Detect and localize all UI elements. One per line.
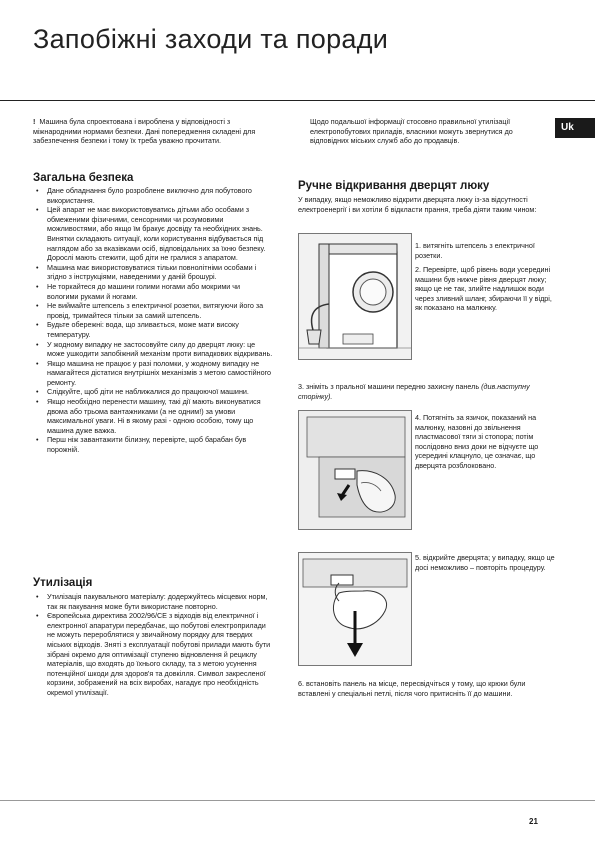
list-item: • Не виймайте штепсель з електричної розетки, витягуючи його за провід, тримайтеся тільки за самий штепсель. [33,301,273,320]
step-3 [298,382,556,401]
intro-paragraph [33,117,273,146]
list-item: • Утилізація пакувального матеріалу: додержуйтесь місцевих норм, так як пакування може бути використане повторно. [33,592,273,611]
disposal-heading: Утилізація [33,577,93,589]
list-item: • Перш ніж завантажити білизну, перевірте, щоб барабан був порожній. [33,435,273,454]
disposal-continued: Щодо подальшої інформації стосовно правильної утилізації електропобутових приладів, власники можуть звернутися до відповідних міських служб або до продавців. [310,117,513,146]
language-tab: Uk [555,118,595,138]
step-4: 4. Потягніть за язичок, показаний на малюнку, назовні до звільнення пластмасової тяги зі стопора; потім послідовно вниз доки не відчуєте що усередині клацнуло, це означає, що дверцята розблоковано. [415,413,539,470]
footer-divider [0,800,595,801]
step-5: 5. відкрийте дверцята; у випадку, якщо це досі неможливо – повторіть процедуру. [415,553,555,572]
step-1: 1. витягніть штепсель з електричної розетки. [415,241,535,260]
list-item: • У жодному випадку не застосовуйте силу до дверцят люку: це може ушкодити запобіжний механізм проти випадкових відкривань. [33,340,273,359]
release-tab-image [299,411,411,529]
step-6: 6. встановіть панель на місце, пересвідчіться у тому, що крюки були вставлені у спеціальні петлі, після чого притисніть її до машини. [298,679,526,698]
open-door-image [299,553,411,665]
manual-door-intro: У випадку, якщо неможливо відкрити дверцята люку із-за відсутності електроенергії і ви хотіли б відкласти прання, треба діяти таким чином: [298,195,537,214]
list-item: • Слідкуйте, щоб діти не наближалися до працюючої машини. [33,387,273,397]
drain-illustration [298,233,412,360]
manual-door-heading: Ручне відкривання дверцят люку [298,180,490,192]
disposal-list [33,592,273,698]
list-item: • Будьте обережні: вода, що зливається, може мати високу температуру. [33,320,273,339]
page-number: 21 [529,817,538,826]
safety-heading: Загальна безпека [33,172,134,184]
step-3-note: (див.наступну сторінку). [298,382,530,401]
list-item: • Якщо машина не працює у разі поломки, у жодному випадку не намагайтеся дістатися внутрішніх механізмів з метою самостійного ремонту. [33,359,273,388]
step-3-text: 3. зніміть з пральної машини передню захисну панель [298,382,480,391]
list-item: • Дане обладнання було розроблене виключно для побутового використання. [33,186,273,205]
list-item: • Не торкайтеся до машини голими ногами або мокрими чи вологими руками й ногами. [33,282,273,301]
intro-text: Машина була спроектована і вироблена у відповідності з міжнародними нормами безпеки. Дані попередження складені для забезпечення безпеки і тому їх треба уважно прочитати. [33,117,256,146]
list-item: • Цей апарат не має використовуватись дітьми або особами з обмеженими фізичними, сенсорними чи розумовими можливостями, або якщо їм бракує досвіду та необхідних знань. Винятки складають ситуації, коли користування відбувається під наглядом або за вказівками осіб, відповідальних за їхню безпеку. Дорослі мають стежити, щоб діти не гралися з апаратом. [33,205,273,263]
list-item: • Європейська директива 2002/96/CE з відходів від електричної і електронної апаратури передбачає, що побутові електроприлади не можуть перероблятися у звичайному порядку для твердих міських відходів. Знятi з експлуатації побутові прилади мають бути зібрані окремо для оптимізації ступеню відновлення й рециклу матеріалів, що входять до їхнього складу, та з метою усунення потенційної шкоди для здоров'я та довкілля. Символ закресленої корзини, зображений на всіх виробах, нагадує про необхідність окремої утилізації. [33,611,273,697]
warning-icon: ! [33,117,36,126]
header-divider [0,100,595,101]
page-title: Запобіжні заходи та поради [33,24,389,54]
list-item: • Машина має використовуватися тільки повнолітніми особами і згідно з інструкціями, наведеними у даній брошурі. [33,263,273,282]
list-item: • Якщо необхідно перенести машину, такі дії мають виконуватися двома або трьома вантажниками (а не одним!) за умови максимальної уваги. Ні в якому разі - одною особою, тому що машина дуже важка. [33,397,273,435]
step-2: 2. Перевірте, щоб рівень води усередині машини був нижче рівня дверцят люку; якщо це не так, злийте надлишок води через зливний шланг, збираючи її у відрі, як показано на малюнку. [415,265,552,313]
washing-machine-drain-image [299,234,411,359]
release-tab-illustration [298,410,412,530]
safety-list [33,186,273,455]
open-door-illustration [298,552,412,666]
